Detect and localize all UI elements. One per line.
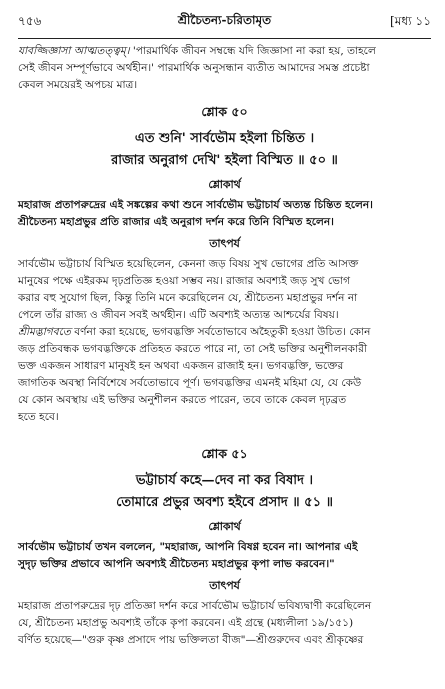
intro-italic-quote: যাবজ্জিজ্ঞাসা আত্মতত্ত্বম্। [18, 45, 130, 57]
intro-paragraph [18, 43, 431, 94]
verse-line: ভট্টাচার্য কহে—দেব না কর বিষাদ । [135, 473, 314, 488]
purport-heading: তাৎপর্য [209, 579, 240, 592]
sloka-heading: শ্লোক ৫০ [201, 104, 248, 119]
purport-line: বর্ণিত হয়েছে—"গুরু কৃষ্ণ প্রসাদে পায় ভক্তিলতা বীজ"—শ্রীগুরুদেব এবং শ্রীকৃষ্ণের [18, 634, 364, 646]
purport-line: মানুষের পক্ষে এইরকম দৃঢ়প্রতিজ্ঞ হওয়া সম্ভব নয়। রাজার অবশ্যই জড় সুখ ভোগ [18, 275, 351, 287]
intro-line1-rest: 'পারমার্থিক জীবন সম্বন্ধে যদি জিজ্ঞাসা না করা হয়, তাহলে [129, 45, 376, 57]
sloka-50 [18, 104, 431, 426]
translation-line: সুদৃঢ় ভক্তির প্রভাবে আপনি অবশ্যই শ্রীচৈতন্য মহাপ্রভুর কৃপা লাভ করবেন।" [18, 558, 335, 570]
running-title: শ্রীচৈতন্য-চরিতামৃত [177, 13, 272, 27]
purport-line: পেলে তাঁর রাজ্য ও জীবন সবই অর্থহীন। এটি অবশ্যই অত্যন্ত আশ্চর্যের বিষয়। [18, 309, 339, 321]
purport-line: মহারাজ প্রতাপরুদ্রের দৃঢ় প্রতিজ্ঞা দর্শন করে সার্বভৌম ভট্টাচার্য ভবিষ্যদ্বাণী করেছিলেন [18, 600, 372, 612]
purport-line5-rest: বর্ণনা করা হয়েছে, ভগবদ্ভক্তি সর্বতোভাবে অহৈতুকী হওয়া উচিত। কোন [70, 326, 371, 338]
page-number: ৭৫৬ [18, 14, 42, 28]
section-gap [18, 426, 431, 436]
purport-italic: শ্রীমদ্ভাগবতে [18, 326, 71, 338]
sloka-51 [18, 446, 431, 649]
translation-heading: শ্লোকার্থ [208, 520, 241, 533]
intro-line: সেই জীবন সম্পূর্ণভাবে অর্থহীন।' পারমার্থিক অনুসন্ধান ব্যতীত আমাদের সমস্ত প্রচেষ্টা [18, 62, 370, 74]
translation-line: সার্বভৌম ভট্টাচার্য তখন বললেন, "মহারাজ, আপনি বিষণ্ণ হবেন না। আপনার এই [18, 541, 358, 553]
intro-line: কেবল সময়েরই অপচয় মাত্র। [18, 79, 138, 91]
sloka-heading: শ্লোক ৫১ [201, 446, 248, 461]
purport-line: ভক্ত একজন সাধারণ মানুষই হন অথবা একজন রাজাই হন। ভগবদ্ভক্তি, ভক্তের [18, 360, 344, 372]
purport-heading: তাৎপর্য [209, 237, 240, 250]
translation-heading: শ্লোকার্থ [208, 178, 241, 191]
purport-line: করার বহু সুযোগ ছিল, কিন্তু তিনি মনে করেছিলেন যে, শ্রীচৈতন্য মহাপ্রভুর দর্শন না [18, 292, 358, 304]
purport-line: জড় প্রতিবন্ধক ভগবদ্ভক্তিকে প্রতিহত করতে পারে না, তা সেই ভক্তির অনুশীলনকারী [18, 343, 368, 355]
purport-line: যে কোন অবস্থায় এই ভক্তির অনুশীলন করতে পারেন, তবে তাকে কেবল দৃঢ়ব্রত [18, 394, 347, 406]
purport-line: জাগতিক অবস্থা নির্বিশেষে সর্বতোভাবে পূর্ণ। ভগবদ্ভক্তির এমনই মহিমা যে, যে কেউ [18, 377, 362, 389]
purport-line [18, 324, 431, 341]
verse-line: তোমারে প্রভুর অবশ্য হইবে প্রসাদ ॥ ৫১ ॥ [116, 495, 333, 510]
verse-line: রাজার অনুরাগ দেখি' হইলা বিস্মিত ॥ ৫০ ॥ [111, 153, 338, 168]
purport-line: সার্বভৌম ভট্টাচার্য বিস্মিত হয়েছিলেন, কেননা জড় বিষয় সুখ ভোগের প্রতি আসক্ত [18, 258, 359, 270]
page-header [18, 8, 431, 39]
purport-line: হতে হবে। [18, 411, 59, 423]
translation-line: শ্রীচৈতন্য মহাপ্রভুর প্রতি রাজার এই অনুরাগ দর্শন করে তিনি বিস্মিত হলেন। [18, 216, 334, 228]
translation-line: মহারাজ প্রতাপরুদ্রের এই সঙ্কল্পের কথা শুনে সার্বভৌম ভট্টাচার্য অত্যন্ত চিন্তিত হলেন। [18, 199, 373, 211]
intro-line [18, 43, 431, 60]
purport-line: যে, শ্রীচৈতন্য মহাপ্রভু অবশ্যই তাঁকে কৃপা করবেন। এই গ্রন্থে (মধ্যলীলা ১৯/১৫১) [18, 617, 354, 629]
chapter-marker: [মধ্য ১১ [390, 14, 431, 28]
verse-line: এত শুনি' সার্বভৌম হইলা চিন্তিত । [134, 131, 315, 146]
